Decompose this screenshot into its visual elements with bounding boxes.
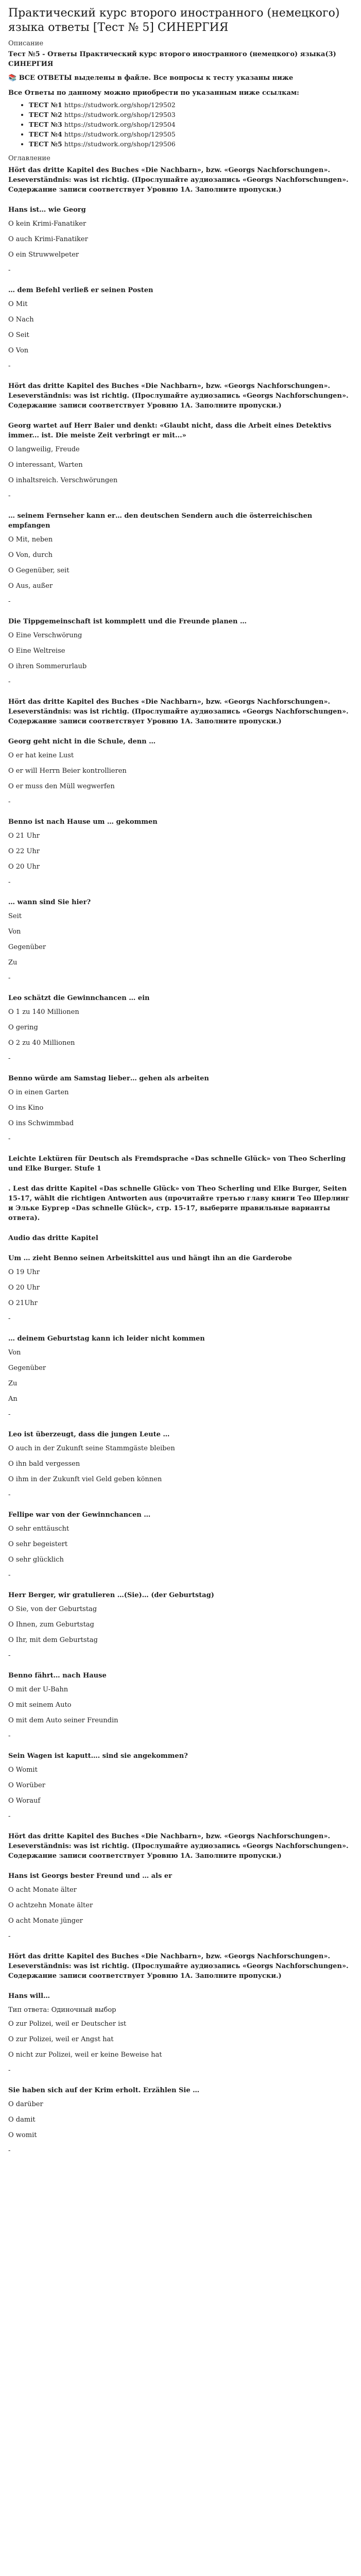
separator-dash: - [8, 266, 11, 274]
answer-option: O 20 Uhr [8, 863, 40, 871]
answer-option: O Von, durch [8, 551, 53, 559]
test-link-label: ТЕСТ №2 [29, 111, 62, 118]
answer-option: O auch in der Zukunft seine Stammgäste bleiben [8, 1445, 175, 1452]
answer-option: O ihm in der Zukunft viel Geld geben können [8, 1476, 162, 1483]
question-block [8, 1184, 353, 1223]
separator-dash: - [8, 598, 11, 605]
question-text: Georg wartet auf Herr Baier und denkt: «Glaubt nicht, dass die Arbeit eines Detektivs immer... ist. Die meiste Zeit verbringt er mit...» [8, 422, 332, 439]
question-text: Georg geht nicht in die Schule, denn … [8, 738, 156, 745]
test-link-label: ТЕСТ №5 [29, 140, 62, 148]
question-block [8, 1671, 353, 1741]
test-subtitle: Тест №5 - Ответы Практический курс второго иностранного (немецкого) языка(3) СИНЕРГИЯ [8, 50, 336, 68]
answer-option: O Worüber [8, 1782, 45, 1789]
answer-option: O ins Schwimmbad [8, 1120, 74, 1127]
answer-option: O Aus, außer [8, 582, 53, 590]
separator-dash: - [8, 2066, 11, 2074]
separator-dash: - [8, 798, 11, 806]
answer-option: O womit [8, 2131, 37, 2139]
separator-dash: - [8, 1411, 11, 1418]
answer-option: O acht Monate älter [8, 1886, 77, 1894]
question-block [8, 897, 353, 983]
question-block [8, 1430, 353, 1500]
answer-option: Gegenüber [8, 943, 46, 951]
question-text: Leo ist überzeugt, dass die jungen Leute … [8, 1431, 170, 1438]
question-text: Hört das dritte Kapitel des Buches «Die Nachbarn», bzw. «Georgs Nachforschungen». Leseverständnis: was ist richtig. (Прослушайте аудиозапись «Georgs Nachforschungen». Содержание записи соответствует Уровню 1А. Заполните пропуски.) [8, 382, 349, 410]
test-link-label: ТЕСТ №3 [29, 121, 62, 128]
answer-option: O mit dem Auto seiner Freundin [8, 1717, 118, 1724]
answer-option: O auch Krimi-Fanatiker [8, 235, 88, 243]
separator-dash: - [8, 974, 11, 982]
answer-option: O mit seinem Auto [8, 1701, 72, 1709]
separator-dash: - [8, 1491, 11, 1499]
answer-type-label: Тип ответа: Одиночный выбор [8, 2006, 116, 2014]
purchase-links-intro: Все Ответы по данному можно приобрести по указанным ниже ссылкам: [8, 89, 299, 97]
answer-option: O er will Herrn Beier kontrollieren [8, 767, 127, 775]
answer-option: Seit [8, 912, 22, 920]
answer-option: O ihn bald vergessen [8, 1460, 80, 1468]
question-block [8, 993, 353, 1063]
question-text: … dem Befehl verließ er seinen Posten [8, 286, 153, 294]
question-block [8, 817, 353, 887]
question-block [8, 165, 353, 195]
question-text: Hört das dritte Kapitel des Buches «Die Nachbarn», bzw. «Georgs Nachforschungen». Leseverständnis: was ist richtig. (Прослушайте аудиозапись «Georgs Nachforschungen». Содержание записи соответствует Уровню 1А. Заполните пропуски.) [8, 166, 349, 194]
question-block [8, 697, 353, 726]
test-link-item [29, 120, 353, 129]
answer-option: O in einen Garten [8, 1089, 69, 1096]
question-text: Sie haben sich auf der Krim erholt. Erzählen Sie … [8, 2087, 200, 2094]
question-block [8, 1952, 353, 1981]
question-block [8, 1991, 353, 2075]
question-text: Benno würde am Samstag lieber… gehen als arbeiten [8, 1075, 209, 1082]
answer-option: O Womit [8, 1766, 38, 1774]
answer-option: Von [8, 1349, 21, 1357]
question-block [8, 1832, 353, 1861]
question-block [8, 2086, 353, 2156]
answer-option: O ihren Sommerurlaub [8, 663, 87, 670]
answer-option: O sehr glücklich [8, 1556, 64, 1564]
answer-option: O ein Struwwelpeter [8, 251, 79, 259]
answer-option: Von [8, 928, 21, 936]
separator-dash: - [8, 492, 11, 500]
answer-option: O er hat keine Lust [8, 752, 74, 759]
question-text: Sein Wagen ist kaputt…. sind sie angekommen? [8, 1752, 188, 1760]
question-text: Um … zieht Benno seinen Arbeitskittel aus und hängt ihn an die Garderobe [8, 1255, 292, 1262]
test-link-url[interactable]: https://studwork.org/shop/129503 [64, 111, 176, 118]
separator-dash: - [8, 678, 11, 686]
question-text: Audio das dritte Kapitel [8, 1234, 98, 1242]
answer-option: O interessant, Warten [8, 461, 83, 469]
answer-option: O inhaltsreich. Verschwörungen [8, 477, 118, 484]
answer-option: Zu [8, 1380, 18, 1387]
answer-option: O 20 Uhr [8, 1284, 40, 1292]
question-text: … seinem Fernseher kann er… den deutschen Sendern auch die österreichischen empfangen [8, 512, 313, 530]
answer-option: O 2 zu 40 Millionen [8, 1039, 75, 1047]
answer-option: O langweilig, Freude [8, 446, 80, 453]
question-block [8, 1233, 353, 1243]
question-text: Benno ist nach Hause um … gekommen [8, 818, 158, 826]
answer-option: O 22 Uhr [8, 848, 40, 855]
answer-option: O acht Monate jünger [8, 1917, 83, 1925]
question-block [8, 1590, 353, 1660]
test-link-url[interactable]: https://studwork.org/shop/129505 [64, 130, 176, 138]
question-text: Hört das dritte Kapitel des Buches «Die Nachbarn», bzw. «Georgs Nachforschungen». Leseverständnis: was ist richtig. (Прослушайте аудиозапись «Georgs Nachforschungen». Содержание записи соответствует Уровню 1А. Заполните пропуски.) [8, 698, 349, 725]
answer-option: O 21 Uhr [8, 832, 40, 840]
answer-option: O 1 zu 140 Millionen [8, 1008, 79, 1016]
answer-option: O zur Polizei, weil er Angst hat [8, 2036, 114, 2043]
answer-option: O zur Polizei, weil er Deutscher ist [8, 2020, 127, 2028]
answer-option: O darüber [8, 2100, 43, 2108]
separator-dash: - [8, 878, 11, 886]
test-link-item [29, 139, 353, 149]
separator-dash: - [8, 1933, 11, 1940]
question-block [8, 381, 353, 411]
answer-option: O Nach [8, 316, 34, 324]
answer-option: O er muss den Müll wegwerfen [8, 783, 115, 790]
separator-dash: - [8, 1571, 11, 1579]
answer-option: O Worauf [8, 1797, 41, 1805]
test-link-item [29, 129, 353, 139]
answer-option: O Eine Verschwörung [8, 632, 82, 639]
answer-option: O Ihr, mit dem Geburtstag [8, 1636, 98, 1644]
separator-dash: - [8, 1812, 11, 1820]
question-block [8, 285, 353, 371]
answer-option: O nicht zur Polizei, weil er keine Beweise hat [8, 2051, 162, 2059]
answer-option: O Sie, von der Geburtstag [8, 1605, 97, 1613]
answer-option: O Mit, neben [8, 536, 53, 544]
answer-option: An [8, 1395, 18, 1403]
separator-dash: - [8, 1135, 11, 1143]
question-block [8, 1510, 353, 1580]
test-link-url[interactable]: https://studwork.org/shop/129502 [64, 101, 176, 109]
test-link-url[interactable]: https://studwork.org/shop/129504 [64, 121, 176, 128]
answer-option: O ins Kino [8, 1104, 44, 1112]
separator-dash: - [8, 1652, 11, 1659]
answer-option: O mit der U-Bahn [8, 1686, 68, 1693]
separator-dash: - [8, 1315, 11, 1323]
question-block [8, 1751, 353, 1821]
separator-dash: - [8, 2147, 11, 2155]
question-block [8, 1334, 353, 1419]
question-text: . Lest das dritte Kapitel «Das schnelle Glück» von Theo Scherling und Elke Burger, Seiten 15-17, wählt die richtigen Antworten aus (прочитайте третью главу книги Тео Шерлинг и Эльке Бургер «Das schnelle Glück», стр. 15-17, выберите правильные варианты ответа). [8, 1185, 350, 1222]
answer-option: O kein Krimi-Fanatiker [8, 220, 87, 228]
question-text: Hans ist Georgs bester Freund und … als er [8, 1872, 172, 1880]
answer-option: O damit [8, 2116, 36, 2124]
test-link-label: ТЕСТ №1 [29, 101, 62, 109]
answer-option: O Ihnen, zum Geburtstag [8, 1621, 94, 1629]
question-block [8, 205, 353, 275]
answer-option: O 19 Uhr [8, 1268, 40, 1276]
answer-option: Zu [8, 959, 18, 967]
question-text: Leichte Lektüren für Deutsch als Fremdsprache «Das schnelle Glück» von Theo Scherling und Elke Burger. Stufe 1 [8, 1155, 346, 1173]
question-text: Hört das dritte Kapitel des Buches «Die Nachbarn», bzw. «Georgs Nachforschungen». Leseverständnis: was ist richtig. (Прослушайте аудиозапись «Georgs Nachforschungen». Содержание записи соответствует Уровню 1А. Заполните пропуски.) [8, 1953, 349, 1980]
page-title: Практический курс второго иностранного (немецкого) языка ответы [Тест № 5] СИНЕРГИЯ [8, 7, 340, 34]
separator-dash: - [8, 362, 11, 370]
question-block [8, 617, 353, 687]
question-text: … deinem Geburtstag kann ich leider nicht kommen [8, 1335, 205, 1343]
answer-option: O achtzehn Monate älter [8, 1902, 93, 1909]
question-block [8, 737, 353, 807]
question-text: Leo schätzt die Gewinnchancen … ein [8, 994, 150, 1002]
answer-option: O sehr enttäuscht [8, 1525, 70, 1533]
question-text: Fellipe war von der Gewinnchancen … [8, 1511, 151, 1519]
answer-option: O sehr begeistert [8, 1540, 68, 1548]
question-text: Hans will… [8, 1992, 50, 2000]
answer-option: O Mit [8, 300, 28, 308]
answer-option: O Von [8, 347, 29, 354]
question-block [8, 511, 353, 606]
answers-notice: 📚 ВСЕ ОТВЕТЫ выделены в файле. Все вопросы к тесту указаны ниже [8, 74, 294, 82]
answer-option: Gegenüber [8, 1364, 46, 1372]
question-text: Herr Berger, wir gratulieren …(Sie)… (der Geburtstag) [8, 1591, 214, 1599]
test-link-label: ТЕСТ №4 [29, 130, 62, 138]
test-links-list [8, 100, 353, 149]
question-block [8, 421, 353, 501]
question-text: … wann sind Sie hier? [8, 899, 91, 906]
question-text: Die Tippgemeinschaft ist kommplett und die Freunde planen … [8, 618, 247, 625]
question-text: Hört das dritte Kapitel des Buches «Die Nachbarn», bzw. «Georgs Nachforschungen». Leseverständnis: was ist richtig. (Прослушайте аудиозапись «Georgs Nachforschungen». Содержание записи соответствует Уровню 1А. Заполните пропуски.) [8, 1833, 349, 1860]
answer-option: O gering [8, 1024, 38, 1031]
question-block [8, 1074, 353, 1144]
test-link-url[interactable]: https://studwork.org/shop/129506 [64, 140, 176, 148]
test-link-item [29, 110, 353, 120]
answer-option: O Seit [8, 331, 29, 339]
question-block [8, 1253, 353, 1324]
table-of-contents-label: Оглавление [8, 155, 50, 162]
separator-dash: - [8, 1055, 11, 1062]
questions-list [8, 165, 353, 2156]
question-block [8, 1871, 353, 1941]
question-text: Hans ist… wie Georg [8, 206, 86, 214]
answer-option: O Gegenüber, seit [8, 567, 70, 574]
test-link-item [29, 100, 353, 110]
question-text: Benno fährt… nach Hause [8, 1672, 107, 1680]
answer-option: O Eine Weltreise [8, 647, 65, 655]
answer-option: O 21Uhr [8, 1299, 38, 1307]
description-label: Описание [8, 40, 44, 47]
question-block [8, 1154, 353, 1174]
separator-dash: - [8, 1732, 11, 1740]
